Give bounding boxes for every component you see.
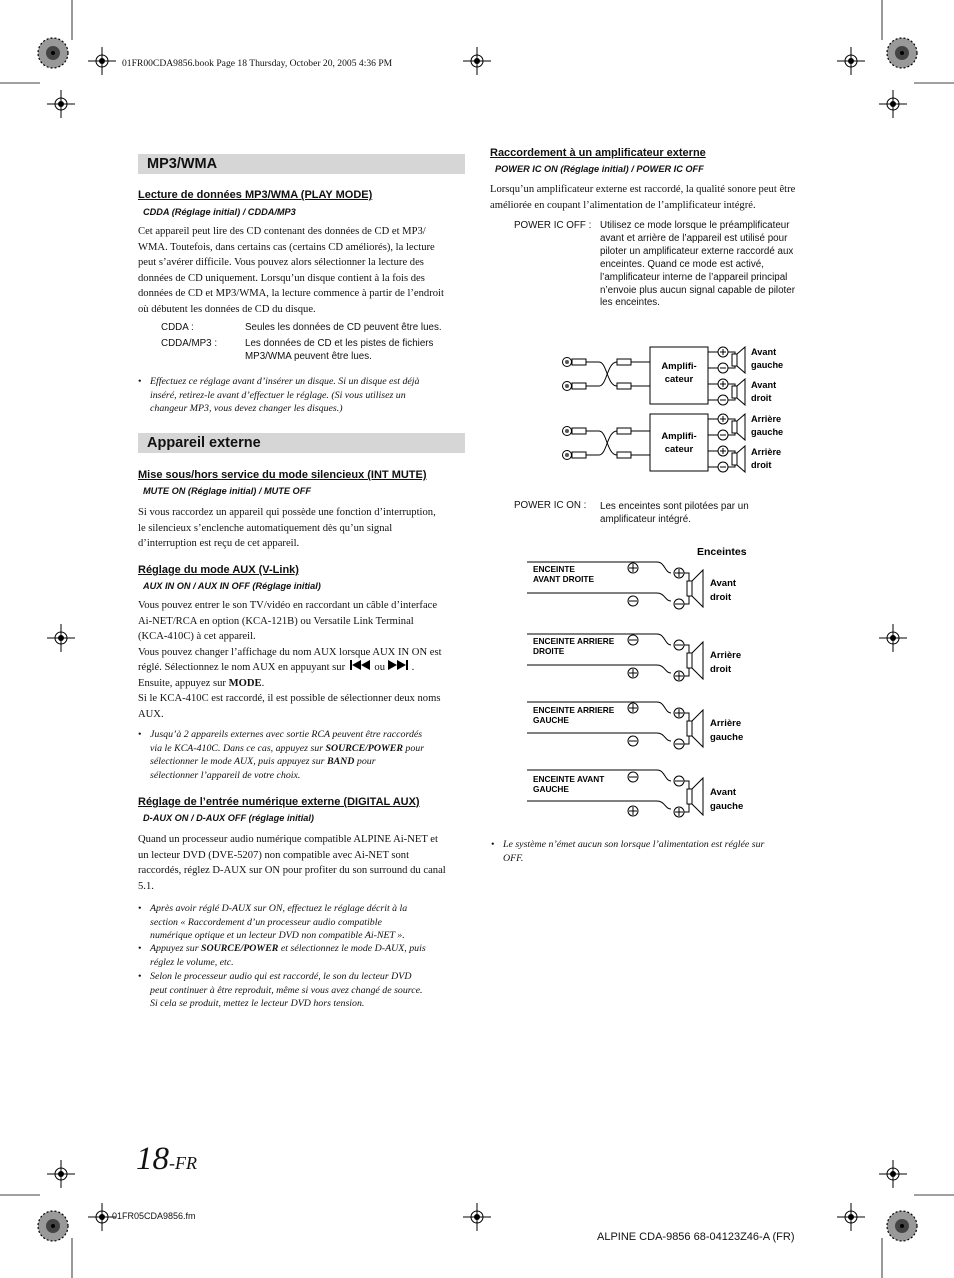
note-digital-aux-2: • Appuyez sur SOURCE/POWER et sélectionnez le mode D-AUX, puis réglez le volume, etc. <box>138 943 426 968</box>
options-aux: AUX IN ON / AUX IN OFF (Réglage initial) <box>143 581 321 591</box>
star-mark-top-right <box>887 38 917 68</box>
options-external-amp: POWER IC ON (Réglage initial) / POWER IC OFF <box>495 164 704 174</box>
note-aux: • Jusqu’à 2 appareils externes avec sortie RCA peuvent être raccordés via le KCA-410C. Dans ce cas, appuyez sur SOURCE/POWER pour sélectionner le mode AUX, puis appuyez sur BAND pour sélectionner l’appareil de votre choix. <box>138 729 425 781</box>
options-digital-aux: D-AUX ON / D-AUX OFF (réglage initial) <box>143 813 314 823</box>
note-digital-aux-1: • Après avoir réglé D-AUX sur ON, effectuez le réglage décrit à la section « Raccordement d’un processeur audio compatible numérique optique et un lecteur DVD non compatible Ai-NET ». <box>138 903 408 942</box>
def-desc-power-ic-on: Les enceintes sont pilotées par un amplificateur intégré. <box>600 501 749 525</box>
amp-label-l1: Amplifi- <box>661 361 697 372</box>
svg-text:ENCEINTE AVANT: ENCEINTE AVANT <box>533 774 605 784</box>
speaker-icon <box>687 721 692 736</box>
speaker-icon <box>687 789 692 804</box>
cross-mark <box>879 1160 907 1188</box>
cross-mark <box>879 624 907 652</box>
paragraph-external-amp: Lorsqu’un amplificateur externe est raccordé, la qualité sonore peut être améliorée en coupant l’alimentation de l’amplificateur intégré. <box>490 184 796 211</box>
heading-aux: Réglage du mode AUX (V-Link) <box>138 564 299 576</box>
svg-text:ENCEINTE ARRIERE: ENCEINTE ARRIERE <box>533 705 615 715</box>
speaker-wiring-diagram <box>525 542 775 827</box>
speaker-wire-rear-left <box>527 702 743 749</box>
svg-text:ENCEINTE ARRIERE: ENCEINTE ARRIERE <box>533 636 615 646</box>
def-term-power-ic-off: POWER IC OFF : <box>514 220 592 231</box>
speaker-label: droit <box>751 393 772 403</box>
external-amp-wiring-diagram <box>555 338 805 478</box>
section-header-external: Appareil externe <box>138 433 465 453</box>
amplifier-box <box>650 414 708 471</box>
svg-text:droit: droit <box>710 664 732 675</box>
rca-plug-icon <box>563 451 600 460</box>
amplifier-group-front <box>563 347 709 404</box>
amp-label-l1: Amplifi- <box>661 431 697 442</box>
star-mark-top-left <box>38 38 68 68</box>
file-header: 01FR00CDA9856.book Page 18 Thursday, October 20, 2005 4:36 PM <box>122 58 393 69</box>
speaker-icon <box>718 379 745 405</box>
cross-mark <box>47 90 75 118</box>
amp-label-l2: cateur <box>664 374 694 385</box>
speaker-icon <box>687 653 692 668</box>
rca-plug-icon <box>563 382 600 391</box>
speaker-icon <box>718 347 745 373</box>
note-power-ic: • Le système n’émet aucun son lorsque l’alimentation est réglée sur OFF. <box>491 839 765 864</box>
svg-text:DROITE: DROITE <box>533 646 565 656</box>
svg-text:Avant: Avant <box>710 578 737 589</box>
svg-text:ENCEINTE: ENCEINTE <box>533 564 575 574</box>
svg-text:droit: droit <box>710 592 732 603</box>
svg-text:gauche: gauche <box>710 732 744 743</box>
def-term-power-ic-on: POWER IC ON : <box>514 500 587 511</box>
paragraph-int-mute: Si vous raccordez un appareil qui possède une fonction d’interruption, le silencieux s’enclenche automatiquement dès qu’un signal d’interruption est reçu de cet appareil. <box>138 507 436 549</box>
heading-external-amp: Raccordement à un amplificateur externe <box>490 147 706 159</box>
next-track-icon <box>388 660 412 676</box>
speaker-icon <box>718 414 745 440</box>
def-desc-cdda-mp3: Les données de CD et les pistes de fichiers MP3/WMA peuvent être lues. <box>245 338 434 362</box>
diagram-title: Enceintes <box>697 546 747 558</box>
cross-mark <box>879 90 907 118</box>
def-desc-cdda: Seules les données de CD peuvent être lues. <box>245 322 442 333</box>
heading-int-mute: Mise sous/hors service du mode silencieux (INT MUTE) <box>138 469 427 481</box>
speaker-wire-rear-right <box>527 634 741 681</box>
cross-mark <box>463 1203 491 1231</box>
speaker-label: Arrière <box>751 414 782 424</box>
note-play-mode: • Effectuez ce réglage avant d’insérer un disque. Si un disque est déjà inséré, retirez-le avant d’effectuer le réglage. (Si vous utilisez un changeur MP3, vous devez changer les disques.) <box>138 376 420 415</box>
speaker-label: droit <box>751 460 772 470</box>
options-int-mute: MUTE ON (Réglage initial) / MUTE OFF <box>143 486 311 496</box>
cross-mark <box>837 1203 865 1231</box>
amp-label-l2: cateur <box>664 444 694 455</box>
note-digital-aux-3: • Selon le processeur audio qui est raccordé, le son du lecteur DVD peut continuer à être reproduit, même si vous avez changé de source. Si cela se produit, mettez le lecteur DVD hors tension. <box>138 971 423 1010</box>
cross-mark <box>463 47 491 75</box>
speaker-label: Avant <box>751 380 777 390</box>
svg-text:Arrière: Arrière <box>710 650 742 661</box>
svg-text:Avant: Avant <box>710 787 737 798</box>
star-mark-bottom-right <box>887 1211 917 1241</box>
svg-text:GAUCHE: GAUCHE <box>533 784 569 794</box>
cross-mark <box>47 624 75 652</box>
rca-plug-icon <box>563 427 600 436</box>
cross-mark <box>47 1160 75 1188</box>
speaker-label: Arrière <box>751 447 782 457</box>
footer-file-name: 01FR05CDA9856.fm <box>112 1211 196 1221</box>
star-mark-bottom-left <box>38 1211 68 1241</box>
paragraph-aux: Vous pouvez entrer le son TV/vidéo en raccordant un câble d’interface Ai-NET/RCA en option (KCA-121B) ou Versatile Link Terminal (KCA-410C) à cet appareil. Vous pouvez changer l’affichage du nom AUX lorsque AUX IN ON est réglé. Sélectionnez le nom AUX en appuyant sur ou . Ensuite, appuyez sur MODE. Si le KCA-410C est raccordé, il est possible de sélectionner deux noms AUX. <box>138 600 442 720</box>
paragraph-digital-aux: Quand un processeur audio numérique compatible ALPINE Ai-NET et un lecteur DVD (DVE-5207) non compatible avec Ai-NET sont raccordés, réglez D-AUX sur ON pour profiter du son surround du canal 5.1. <box>138 834 446 892</box>
speaker-label: Avant <box>751 347 777 357</box>
amplifier-group-rear <box>563 414 709 471</box>
cross-mark <box>88 47 116 75</box>
def-term-cdda-mp3: CDDA/MP3 : <box>161 338 218 349</box>
def-term-cdda: CDDA : <box>161 322 194 333</box>
svg-text:gauche: gauche <box>710 801 744 812</box>
speaker-label: gauche <box>751 360 784 370</box>
prev-track-icon <box>348 660 372 676</box>
page-number: 18-FR <box>136 1141 197 1177</box>
speaker-label: gauche <box>751 427 784 437</box>
options-play-mode: CDDA (Réglage initial) / CDDA/MP3 <box>143 207 296 217</box>
def-desc-power-ic-off: Utilisez ce mode lorsque le préamplificateur avant et arrière de l’appareil est utilisé pour piloter un amplificateur externe raccordé aux enceintes. Quand ce mode est activé, l’amplificateur interne de l’appareil principal n’envoie plus aucun signal capable de piloter les enceintes. <box>600 220 795 309</box>
speaker-icon <box>718 446 745 472</box>
heading-digital-aux: Réglage de l’entrée numérique externe (DIGITAL AUX) <box>138 796 420 808</box>
section-header-mp3: MP3/WMA <box>138 154 465 174</box>
cross-mark <box>837 47 865 75</box>
paragraph-play-mode: Cet appareil peut lire des CD contenant des données de CD et MP3/ WMA. Toutefois, dans certains cas (certains CD améliorés), la lecture peut s’avérer difficile. Vous pouvez alors sélectionner la lecture des données de CD uniquement. Lorsqu’un disque contient à la fois des données de CD et MP3/WMA, la lecture commence à partir de l’endroit où débutent les données de CD du disque. <box>138 226 444 315</box>
svg-text:Arrière: Arrière <box>710 718 742 729</box>
svg-text:GAUCHE: GAUCHE <box>533 715 569 725</box>
heading-play-mode: Lecture de données MP3/WMA (PLAY MODE) <box>138 189 373 201</box>
rca-plug-icon <box>563 358 600 367</box>
svg-text:AVANT DROITE: AVANT DROITE <box>533 574 594 584</box>
speaker-wire-front-left <box>527 770 743 817</box>
speaker-icon <box>687 581 692 596</box>
speaker-wire-front-right <box>527 562 737 609</box>
footer-model: ALPINE CDA-9856 68-04123Z46-A (FR) <box>597 1231 795 1243</box>
